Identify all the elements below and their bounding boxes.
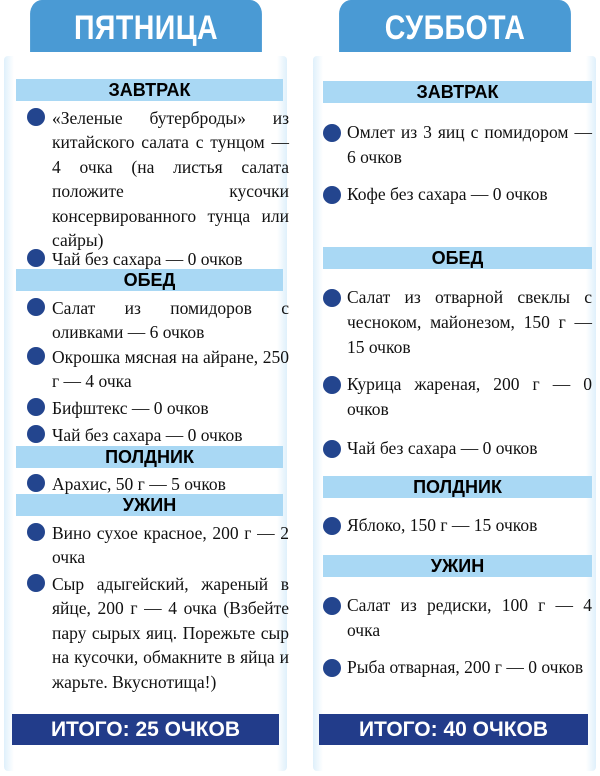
- bullet-icon: [27, 474, 45, 492]
- bullet-icon: [323, 376, 341, 394]
- list-item: Омлет из 3 яиц с помидором — 6 очков: [323, 120, 592, 170]
- bullet-icon: [323, 186, 341, 204]
- friday-panel: [4, 56, 287, 771]
- list-item: Вино сухое красное, 200 г — 2 очка: [27, 521, 289, 570]
- saturday-column: [309, 0, 600, 776]
- saturday-panel: [313, 56, 596, 771]
- section-breakfast: ЗАВТРАК: [16, 79, 283, 101]
- list-item: Салат из отварной свеклы с чесноком, майонезом, 150 г — 15 очков: [323, 285, 592, 360]
- day-title-friday: ПЯТНИЦА: [30, 0, 262, 52]
- section-lunch: ОБЕД: [16, 269, 283, 291]
- list-item: Арахис, 50 г — 5 очков: [27, 472, 289, 496]
- list-item: Бифштекс — 0 очков: [27, 396, 289, 420]
- total-friday: ИТОГО: 25 ОЧКОВ: [12, 714, 279, 745]
- list-item: Салат из помидоров с оливками — 6 очков: [27, 296, 289, 345]
- list-item: «Зеленые бутерброды» из китайского салата с тунцом — 4 очка (на листья салата положите кусочки консервированного тунца или сайры): [27, 106, 289, 252]
- bullet-icon: [323, 597, 341, 615]
- list-item: Сыр адыгейский, жареный в яйце, 200 г — 4 очка (Взбейте пару сырых яиц. Порежьте сыр на кусочки, обмакните в яйца и жарьте. Вкуснотища!): [27, 572, 289, 694]
- bullet-icon: [27, 574, 45, 592]
- section-snack: ПОЛДНИК: [16, 446, 283, 468]
- section-breakfast: ЗАВТРАК: [323, 81, 592, 103]
- bullet-icon: [27, 347, 45, 365]
- list-item: Яблоко, 150 г — 15 очков: [323, 513, 592, 538]
- bullet-icon: [27, 523, 45, 541]
- bullet-icon: [323, 289, 341, 307]
- bullet-icon: [323, 659, 341, 677]
- total-saturday: ИТОГО: 40 ОЧКОВ: [319, 714, 588, 745]
- bullet-icon: [27, 108, 45, 126]
- list-item: Чай без сахара — 0 очков: [27, 247, 289, 271]
- list-item: Курица жареная, 200 г — 0 очков: [323, 372, 592, 422]
- bullet-icon: [27, 298, 45, 316]
- day-title-saturday: СУББОТА: [339, 0, 571, 52]
- list-item: Кофе без сахара — 0 очков: [323, 182, 592, 207]
- list-item: Рыба отварная, 200 г — 0 очков: [323, 655, 592, 680]
- list-item: Салат из редиски, 100 г — 4 очка: [323, 593, 592, 643]
- section-snack: ПОЛДНИК: [323, 476, 592, 498]
- bullet-icon: [323, 440, 341, 458]
- section-dinner: УЖИН: [16, 494, 283, 516]
- bullet-icon: [323, 124, 341, 142]
- bullet-icon: [27, 398, 45, 416]
- list-item: Окрошка мясная на айране, 250 г — 4 очка: [27, 345, 289, 394]
- friday-column: [0, 0, 291, 776]
- bullet-icon: [27, 425, 45, 443]
- section-lunch: ОБЕД: [323, 247, 592, 269]
- bullet-icon: [323, 517, 341, 535]
- list-item: Чай без сахара — 0 очков: [323, 436, 592, 461]
- list-item: Чай без сахара — 0 очков: [27, 423, 289, 447]
- section-dinner: УЖИН: [323, 555, 592, 577]
- bullet-icon: [27, 249, 45, 267]
